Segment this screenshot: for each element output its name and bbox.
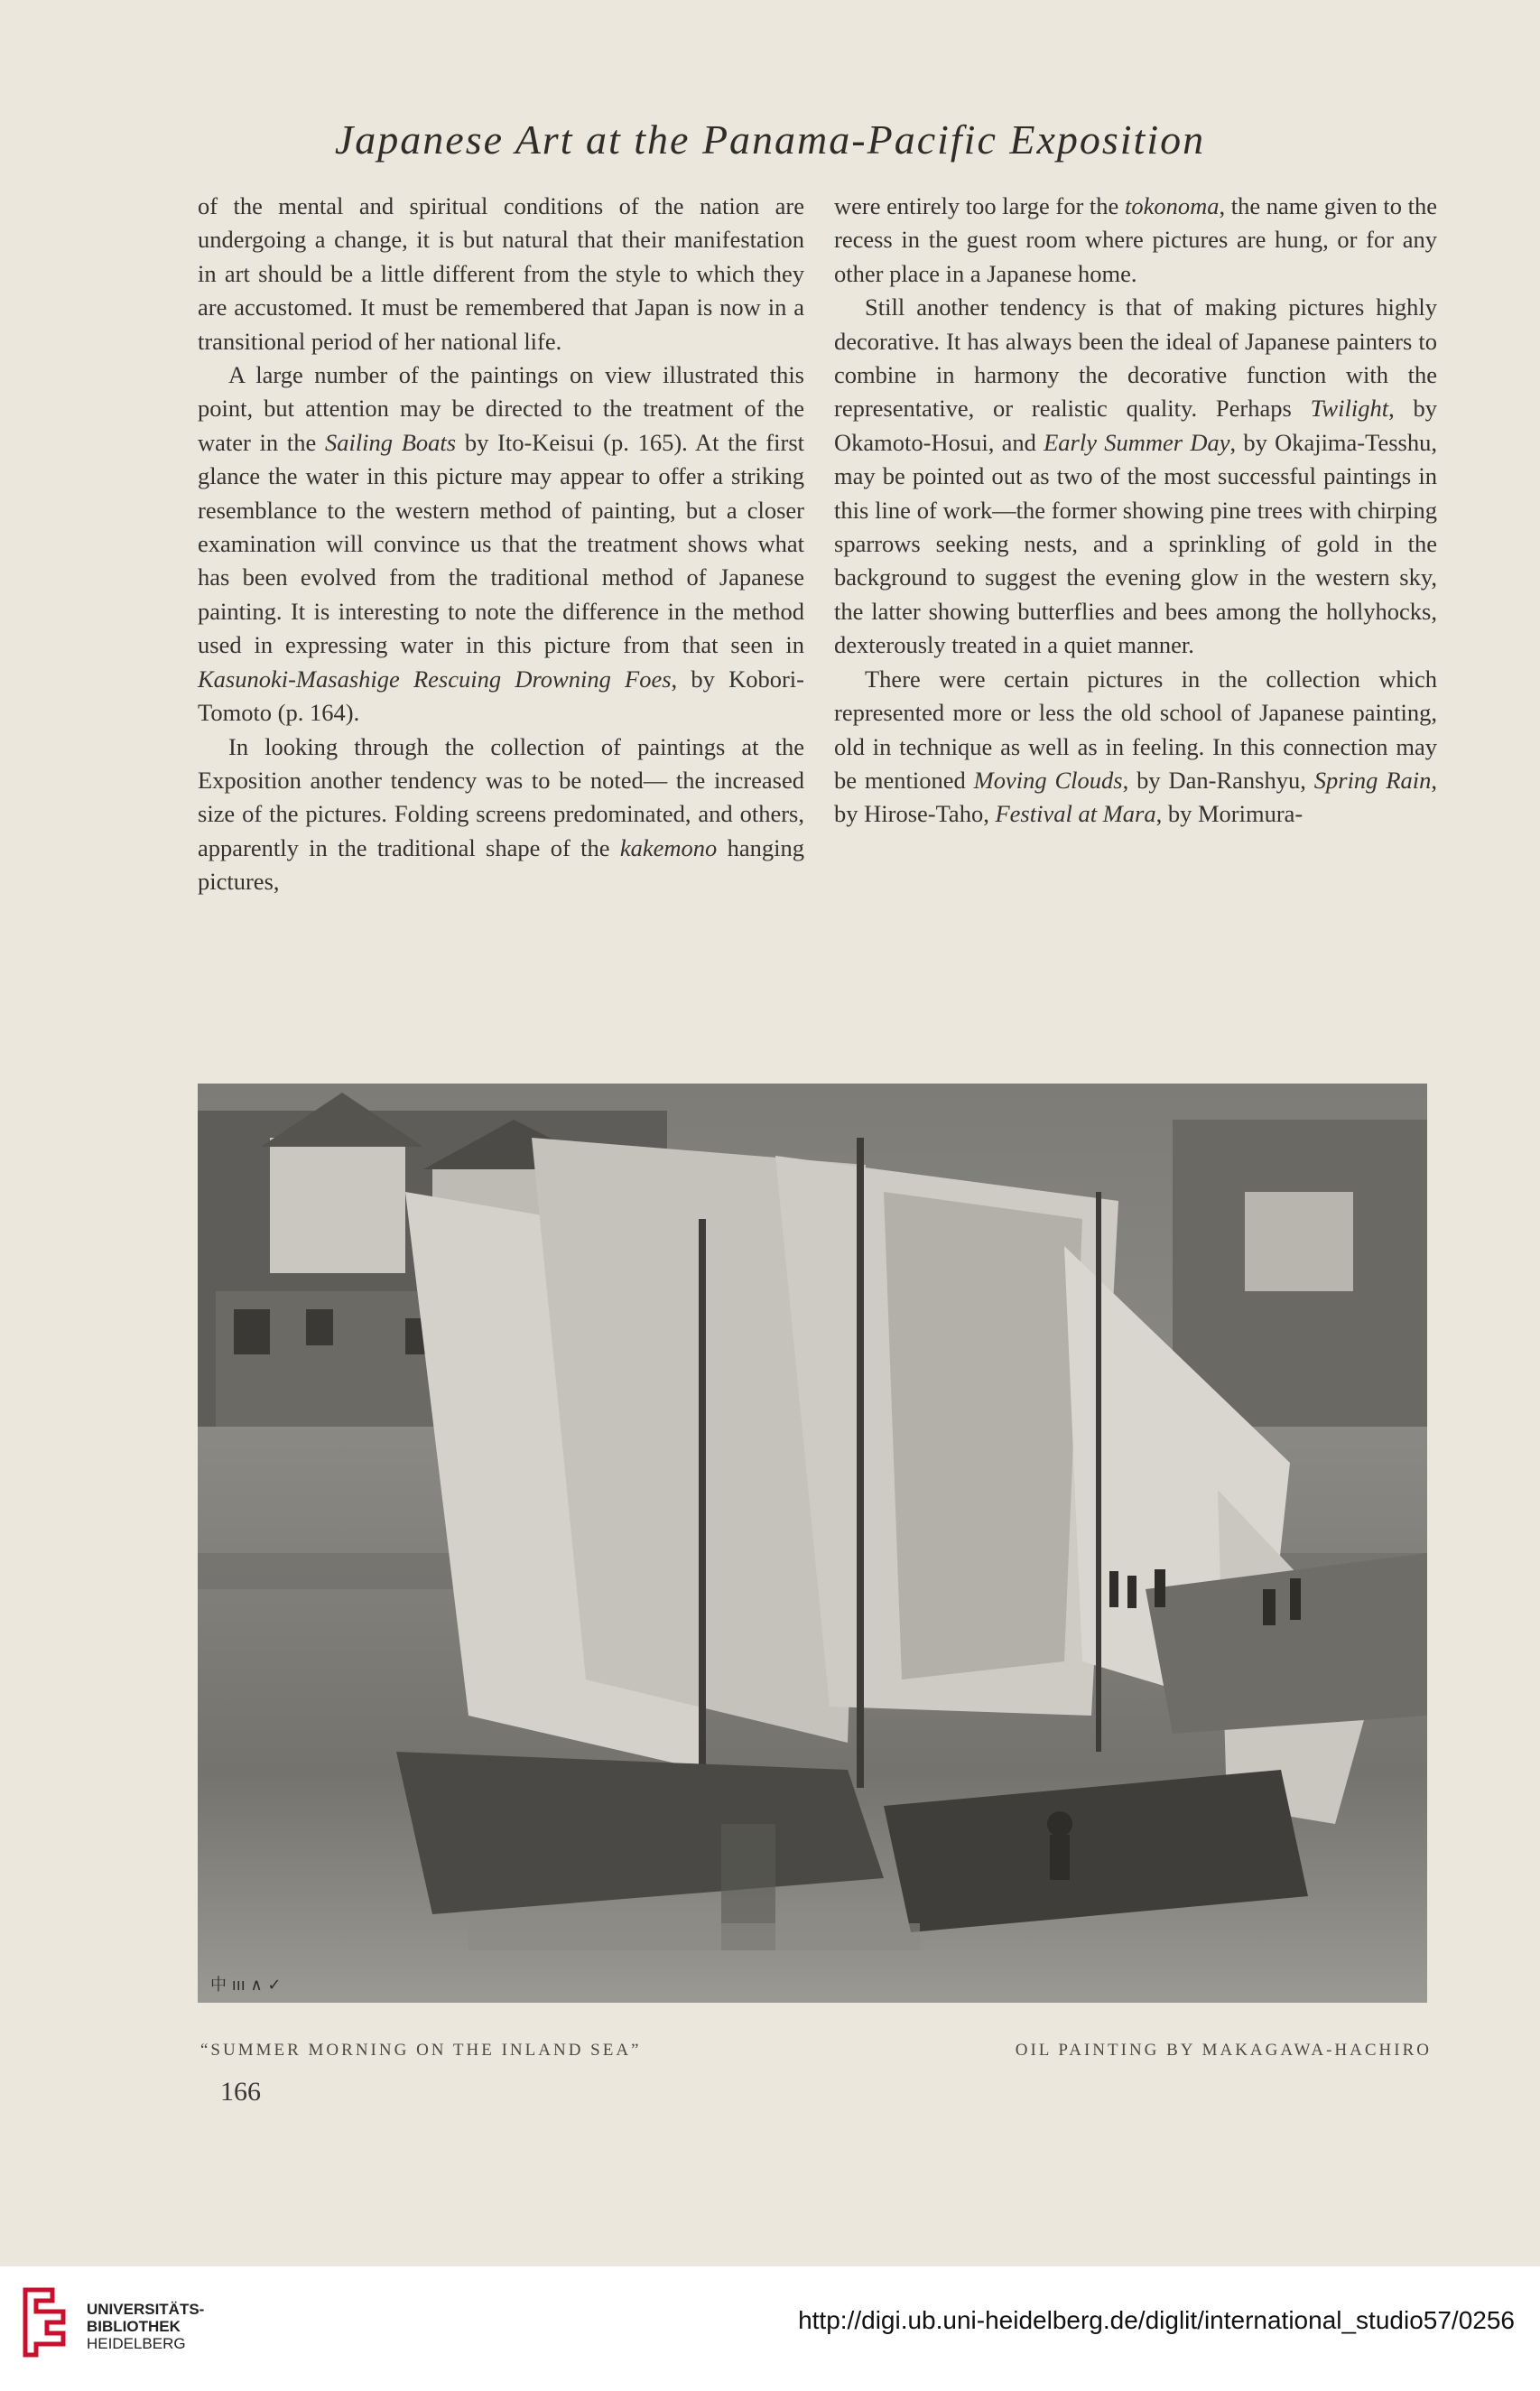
figure-caption-credit: OIL PAINTING BY MAKAGAWA-HACHIRO (1015, 2041, 1432, 2060)
sailboats-painting-image (198, 1084, 1427, 2003)
paragraph: Still another tendency is that of making pictures highly decorative. It has always been the ideal of Japanese painters to combine in harmony the decorative function with the representative, or realistic quality. Perhaps Twilight, by Okamoto-Hosui, and Early Summer Day, by Okajima-Tesshu, may be pointed out as two of the most successful paintings in this line of work—the former showing pine trees with chirping sparrows seeking nests, and a sprinkling of gold in the background to suggest the evening glow in the western sky, the latter showing butterflies and bees among the hollyhocks, dexterously treated in a quiet manner. (834, 293, 1437, 659)
right-column (834, 190, 1437, 832)
library-name-line2: BIBLIOTHEK (87, 2318, 181, 2335)
university-library-logo-icon (16, 2281, 74, 2362)
paragraph: A large number of the paintings on view illustrated this point, but attention may be directed to the treatment of the water in the Sailing Boats by Ito-Keisui (p. 165). At the first glance the water in this picture may appear to offer a striking resemblance to the western method of painting, but a closer examination will convince us that the treatment shows what has been evolved from the traditional method of Japanese painting. It is interesting to note the difference in the method used in expressing water in this picture from that seen in Kasunoki-Masashige Rescuing Drowning Foes, by Kobori-Tomoto (p. 164). (198, 361, 804, 727)
left-column (198, 190, 804, 899)
source-url[interactable]: http://digi.ub.uni-heidelberg.de/diglit/international_studio57/0256 (798, 2306, 1515, 2334)
svg-text:中 ııı ∧ ✓: 中 ııı ∧ ✓ (210, 1976, 282, 1995)
painting-illustration (198, 1084, 1427, 2003)
page-number: 166 (220, 2077, 261, 2107)
paragraph: of the mental and spiritual conditions of the nation are undergoing a change, it is but natural that their manifestation in art should be a little different from the style to which they are accustomed. It must be remembered that Japan is now in a transitional period of her national life. (198, 192, 804, 355)
paragraph: There were certain pictures in the collection which represented more or less the old school of Japanese painting, old in technique as well as in feeling. In this connection may be mentioned Moving Clouds, by Dan-Ranshyu, Spring Rain, by Hirose-Taho, Festival at Mara, by Morimura- (834, 665, 1437, 828)
library-name-line3: HEIDELBERG (87, 2335, 186, 2352)
running-title: Japanese Art at the Panama-Pacific Exposition (334, 116, 1206, 163)
library-name-line1: UNIVERSITÄTS- (87, 2301, 205, 2318)
library-name (87, 2301, 204, 2352)
paragraph: were entirely too large for the tokonoma, the name given to the recess in the guest room where pictures are hung, or for any other place in a Japanese home. (834, 192, 1437, 287)
paragraph: In looking through the collection of paintings at the Exposition another tendency was to be noted— the increased size of the pictures. Folding screens predominated, and others, apparently in the traditional shape of the kakemono hanging pictures, (198, 732, 805, 896)
figure-caption-title: “SUMMER MORNING ON THE INLAND SEA” (200, 2041, 642, 2060)
